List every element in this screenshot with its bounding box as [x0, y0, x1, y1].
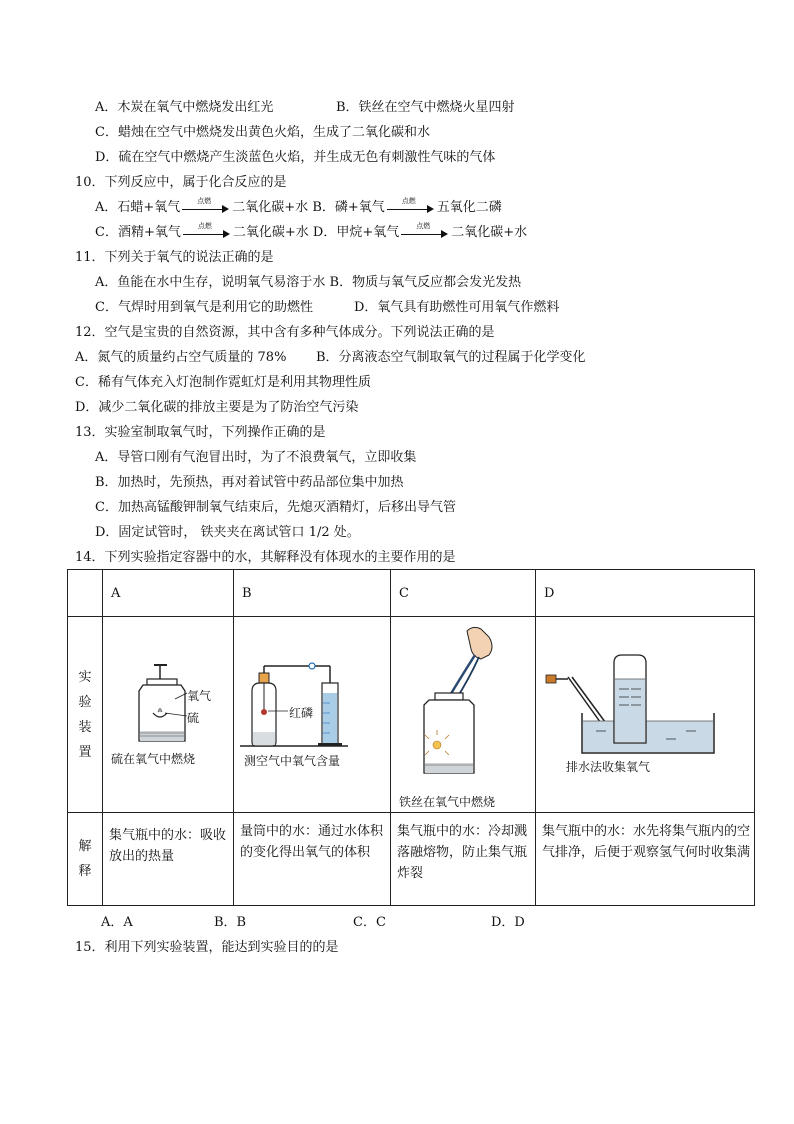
explanation-b: 量筒中的水：通过水体积的变化得出氧气的体积	[234, 813, 391, 906]
caption-c: 铁丝在氧气中燃烧	[399, 795, 496, 809]
condition-label: 点燃	[416, 221, 431, 230]
figure-iron-wire-burning	[391, 617, 535, 812]
reaction-arrow	[401, 221, 449, 240]
figure-oxygen-content	[234, 617, 390, 812]
q10-option-b-products: 五氧化二磷	[436, 200, 502, 215]
q14-apparatus-row	[68, 617, 755, 813]
q12-option-d: D．减少二氧化碳的排放主要是为了防治空气污染	[75, 400, 359, 415]
explanation-c: 集气瓶中的水：冷却溅落融熔物，防止集气瓶炸裂	[391, 813, 536, 906]
q13-option-a: A．导管口刚有气泡冒出时，为了不浪费氧气，立即收集	[95, 450, 417, 465]
q13-option-c: C．加热高锰酸钾制氧气结束后，先熄灭酒精灯，后移出导气管	[95, 500, 456, 515]
q15-stem: 15．利用下列实验装置，能达到实验目的的是	[75, 940, 339, 955]
explanation-row-label	[68, 813, 103, 906]
header-blank-cell	[68, 570, 103, 617]
q13-option-d: D．固定试管时， 铁夹夹在离试管口 1/2 处。	[95, 525, 360, 540]
header-c: C	[391, 570, 536, 617]
explanation-d: 集气瓶中的水：水先将集气瓶内的空气排净，后便于观察氢气何时收集满	[536, 813, 755, 906]
row-label-char: 释	[78, 864, 92, 879]
q12-option-a: A．氮气的质量约占空气质量的 78%	[75, 350, 287, 365]
label-red-phosphorus: 红磷	[289, 706, 314, 720]
q14-choice-c: C．C	[353, 915, 386, 930]
q10-stem: 10．下列反应中，属于化合反应的是	[75, 175, 287, 190]
figure-b-cell	[234, 617, 391, 813]
header-a: A	[103, 570, 234, 617]
q10-option-b-reactants: B．磷+氧气	[312, 200, 385, 215]
q11-option-d: D．氧气具有助燃性可用氧气作燃料	[354, 300, 560, 315]
water-displacement-illustration	[536, 617, 755, 812]
condition-label: 点燃	[197, 196, 212, 205]
q9-option-c: C．蜡烛在空气中燃烧发出黄色火焰，生成了二氧化碳和水	[95, 125, 430, 140]
condition-label: 点燃	[401, 196, 416, 205]
q10-options-row1	[95, 196, 502, 217]
q14-explanation-row	[68, 813, 755, 906]
q13-stem: 13．实验室制取氧气时，下列操作正确的是	[75, 425, 326, 440]
q11-option-c: C．气焊时用到氧气是利用它的助燃性	[95, 300, 313, 315]
label-oxygen: 氧气	[187, 689, 212, 703]
q12-stem: 12．空气是宝贵的自然资源，其中含有多种气体成分。下列说法正确的是	[75, 325, 495, 340]
row-label-char: 实	[78, 669, 92, 685]
q12-option-b: B．分离液态空气制取氧气的过程属于化学变化	[316, 350, 586, 365]
q14-choice-d: D．D	[491, 915, 525, 930]
q10-option-d-products: 二氧化碳+水	[451, 225, 528, 240]
gas-jar-illustration	[103, 617, 234, 812]
row-label-char: 解	[78, 839, 92, 854]
label-sulfur: 硫	[187, 711, 200, 725]
q10-option-a-reactants: A．石蜡+氧气	[95, 200, 181, 215]
caption-d: 排水法收集氧气	[566, 760, 651, 774]
figure-a-cell	[103, 617, 234, 813]
header-d: D	[536, 570, 755, 617]
figure-c-cell	[391, 617, 536, 813]
q10-option-c-products: 二氧化碳+水	[232, 225, 309, 240]
q11-stem: 11．下列关于氧气的说法正确的是	[75, 250, 274, 265]
q10-option-a-products: 二氧化碳+水	[232, 200, 309, 215]
caption-b: 测空气中氧气含量	[244, 754, 341, 768]
figure-water-displacement	[536, 617, 754, 812]
condition-label: 点燃	[197, 221, 212, 230]
row-label-char: 验	[78, 694, 92, 710]
figure-sulfur-burning	[103, 617, 233, 812]
q10-options-row2	[95, 221, 528, 242]
q14-choice-a: A．A	[101, 915, 133, 930]
q10-option-c-reactants: C．酒精+氧气	[95, 225, 181, 240]
q11-option-ab: A．鱼能在水中生存，说明氧气易溶于水 B．物质与氧气反应都会发光发热	[95, 275, 522, 290]
q14-header-row	[68, 570, 755, 617]
explanation-a: 集气瓶中的水：吸收放出的热量	[103, 813, 234, 906]
reaction-arrow	[183, 221, 231, 240]
header-b: B	[234, 570, 391, 617]
q9-option-a: A．木炭在氧气中燃烧发出红光	[95, 100, 274, 115]
q13-option-b: B．加热时，先预热，再对着试管中药品部位集中加热	[95, 475, 404, 490]
row-label-char: 装	[78, 719, 92, 735]
q10-option-d-reactants: D．甲烷+氧气	[312, 225, 400, 240]
q9-option-d: D．硫在空气中燃烧产生淡蓝色火焰，并生成无色有刺激性气味的气体	[95, 150, 496, 165]
q14-table	[67, 569, 755, 906]
q14-stem: 14．下列实验指定容器中的水，其解释没有体现水的主要作用的是	[75, 550, 456, 565]
reaction-arrow	[387, 196, 435, 215]
figure-d-cell	[536, 617, 755, 813]
apparatus-row-label	[68, 617, 103, 813]
row-label-char: 置	[78, 744, 92, 760]
reaction-arrow	[182, 196, 230, 215]
q12-option-c: C．稀有气体充入灯泡制作霓虹灯是利用其物理性质	[75, 375, 371, 390]
q14-choice-b: B．B	[214, 915, 247, 930]
q9-option-b: B．铁丝在空气中燃烧火星四射	[336, 100, 515, 115]
iron-wire-illustration	[391, 617, 536, 812]
caption-a: 硫在氧气中燃烧	[111, 752, 196, 766]
